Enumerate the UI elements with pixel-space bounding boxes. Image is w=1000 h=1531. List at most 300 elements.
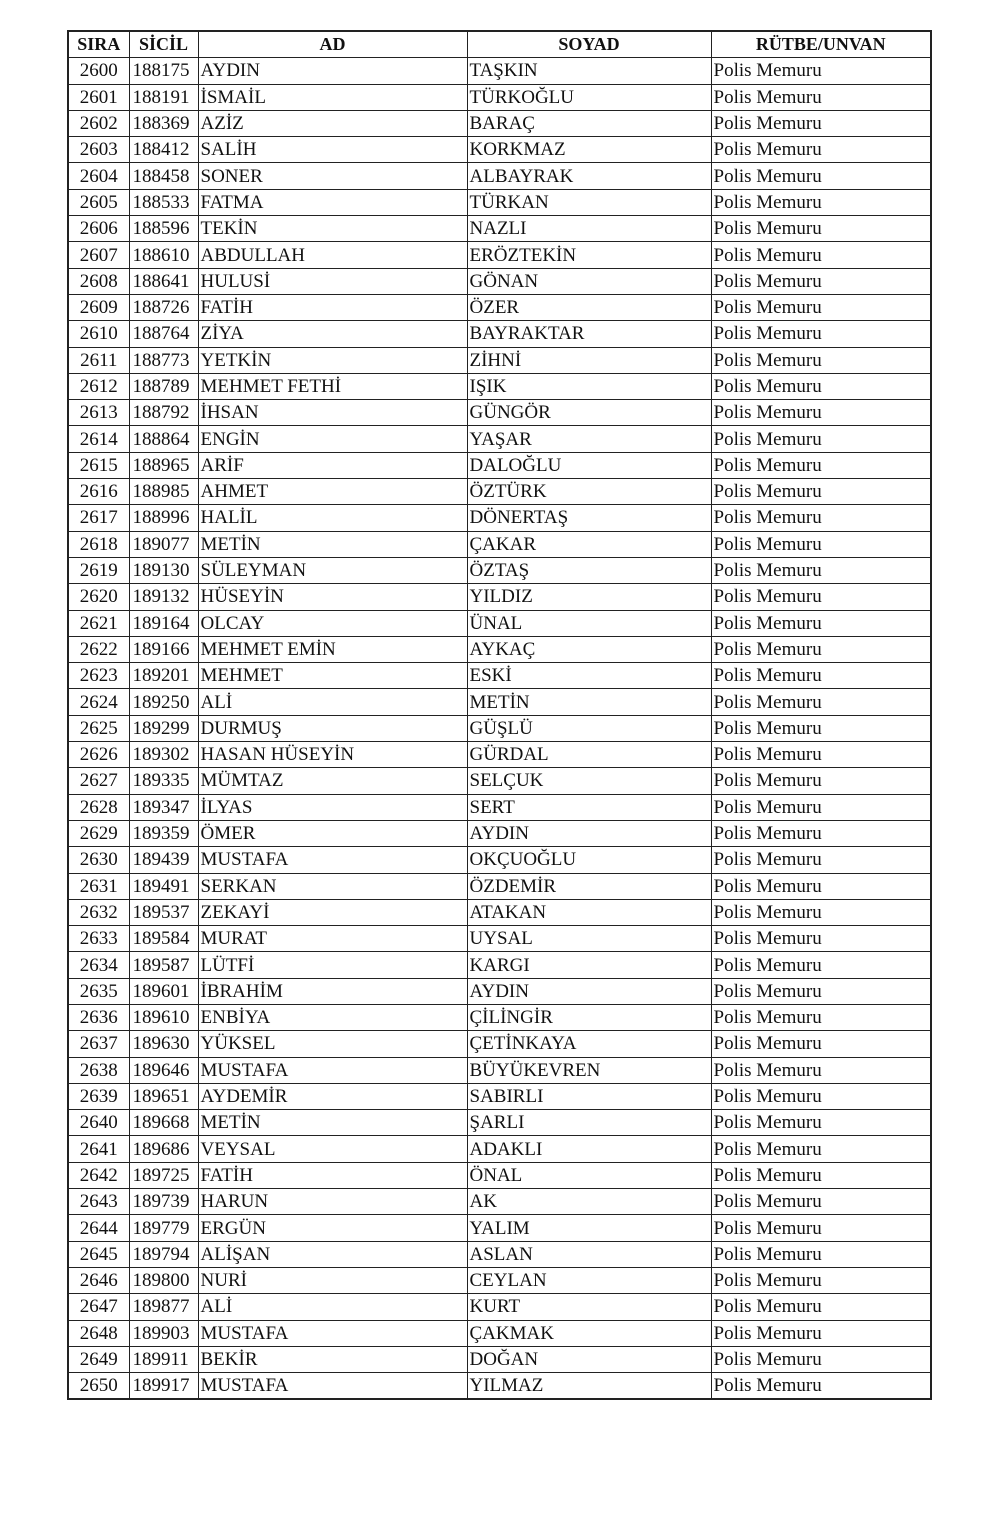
cell-ad: HALİL — [198, 505, 467, 531]
cell-soyad: YALIM — [467, 1215, 711, 1241]
table-row — [68, 663, 931, 689]
cell-rutbe-unvan: Polis Memuru — [711, 584, 931, 610]
cell-soyad: ÖZDEMİR — [467, 873, 711, 899]
cell-soyad: AYKAÇ — [467, 636, 711, 662]
cell-sicil: 188864 — [129, 426, 198, 452]
cell-soyad: ATAKAN — [467, 899, 711, 925]
cell-sicil: 189601 — [129, 978, 198, 1004]
cell-rutbe-unvan: Polis Memuru — [711, 978, 931, 1004]
cell-sira: 2624 — [68, 689, 129, 715]
cell-sira: 2644 — [68, 1215, 129, 1241]
cell-rutbe-unvan: Polis Memuru — [711, 242, 931, 268]
table-row — [68, 242, 931, 268]
table-row — [68, 794, 931, 820]
cell-sicil: 189166 — [129, 636, 198, 662]
cell-sira: 2636 — [68, 1004, 129, 1030]
cell-ad: HARUN — [198, 1189, 467, 1215]
cell-soyad: KURT — [467, 1294, 711, 1320]
cell-sira: 2647 — [68, 1294, 129, 1320]
cell-ad: AYDIN — [198, 58, 467, 84]
cell-rutbe-unvan: Polis Memuru — [711, 110, 931, 136]
cell-rutbe-unvan: Polis Memuru — [711, 347, 931, 373]
cell-rutbe-unvan: Polis Memuru — [711, 610, 931, 636]
cell-sicil: 188533 — [129, 189, 198, 215]
table-row — [68, 163, 931, 189]
table-row — [68, 1215, 931, 1241]
cell-sira: 2612 — [68, 373, 129, 399]
table-row — [68, 820, 931, 846]
cell-sicil: 189201 — [129, 663, 198, 689]
cell-rutbe-unvan: Polis Memuru — [711, 1294, 931, 1320]
cell-ad: MUSTAFA — [198, 1373, 467, 1400]
cell-rutbe-unvan: Polis Memuru — [711, 452, 931, 478]
cell-sicil: 189646 — [129, 1057, 198, 1083]
cell-sira: 2613 — [68, 400, 129, 426]
cell-sicil: 189779 — [129, 1215, 198, 1241]
cell-ad: MEHMET — [198, 663, 467, 689]
cell-rutbe-unvan: Polis Memuru — [711, 1320, 931, 1346]
cell-soyad: GÖNAN — [467, 268, 711, 294]
cell-ad: ENBİYA — [198, 1004, 467, 1030]
cell-sicil: 189132 — [129, 584, 198, 610]
cell-sira: 2633 — [68, 926, 129, 952]
cell-soyad: AYDIN — [467, 820, 711, 846]
cell-soyad: TÜRKOĞLU — [467, 84, 711, 110]
cell-sira: 2639 — [68, 1083, 129, 1109]
table-row — [68, 321, 931, 347]
cell-soyad: YILDIZ — [467, 584, 711, 610]
cell-soyad: SERT — [467, 794, 711, 820]
cell-soyad: YAŞAR — [467, 426, 711, 452]
cell-soyad: DÖNERTAŞ — [467, 505, 711, 531]
cell-soyad: SABIRLI — [467, 1083, 711, 1109]
table-row — [68, 1241, 931, 1267]
cell-ad: ZİYA — [198, 321, 467, 347]
cell-sira: 2607 — [68, 242, 129, 268]
table-row — [68, 479, 931, 505]
header-rutbe-unvan: RÜTBE/UNVAN — [711, 31, 931, 58]
cell-soyad: DOĞAN — [467, 1346, 711, 1372]
cell-soyad: TAŞKIN — [467, 58, 711, 84]
cell-ad: ALİŞAN — [198, 1241, 467, 1267]
cell-ad: MUSTAFA — [198, 1320, 467, 1346]
cell-sira: 2604 — [68, 163, 129, 189]
cell-ad: LÜTFİ — [198, 952, 467, 978]
cell-soyad: ERÖZTEKİN — [467, 242, 711, 268]
cell-rutbe-unvan: Polis Memuru — [711, 58, 931, 84]
cell-sira: 2643 — [68, 1189, 129, 1215]
cell-sira: 2610 — [68, 321, 129, 347]
cell-sicil: 189335 — [129, 768, 198, 794]
cell-soyad: SELÇUK — [467, 768, 711, 794]
cell-sicil: 189800 — [129, 1267, 198, 1293]
table-row — [68, 1083, 931, 1109]
cell-soyad: UYSAL — [467, 926, 711, 952]
cell-soyad: BARAÇ — [467, 110, 711, 136]
cell-sira: 2627 — [68, 768, 129, 794]
table-row — [68, 400, 931, 426]
cell-sicil: 189739 — [129, 1189, 198, 1215]
cell-sicil: 189686 — [129, 1136, 198, 1162]
cell-soyad: ADAKLI — [467, 1136, 711, 1162]
cell-rutbe-unvan: Polis Memuru — [711, 1162, 931, 1188]
cell-sira: 2602 — [68, 110, 129, 136]
cell-ad: VEYSAL — [198, 1136, 467, 1162]
cell-ad: FATİH — [198, 1162, 467, 1188]
cell-soyad: ÖZER — [467, 294, 711, 320]
cell-sicil: 188965 — [129, 452, 198, 478]
cell-rutbe-unvan: Polis Memuru — [711, 1031, 931, 1057]
table-row — [68, 531, 931, 557]
table-row — [68, 84, 931, 110]
cell-sira: 2619 — [68, 557, 129, 583]
cell-sicil: 188412 — [129, 137, 198, 163]
cell-rutbe-unvan: Polis Memuru — [711, 663, 931, 689]
cell-sicil: 188726 — [129, 294, 198, 320]
cell-soyad: KORKMAZ — [467, 137, 711, 163]
cell-ad: NURİ — [198, 1267, 467, 1293]
cell-sira: 2608 — [68, 268, 129, 294]
cell-sira: 2642 — [68, 1162, 129, 1188]
cell-sicil: 189491 — [129, 873, 198, 899]
cell-sicil: 188985 — [129, 479, 198, 505]
cell-rutbe-unvan: Polis Memuru — [711, 689, 931, 715]
cell-soyad: METİN — [467, 689, 711, 715]
table-row — [68, 1004, 931, 1030]
header-sicil: SİCİL — [129, 31, 198, 58]
cell-rutbe-unvan: Polis Memuru — [711, 847, 931, 873]
cell-sira: 2621 — [68, 610, 129, 636]
cell-sira: 2635 — [68, 978, 129, 1004]
table-row — [68, 584, 931, 610]
cell-ad: İBRAHİM — [198, 978, 467, 1004]
cell-sira: 2603 — [68, 137, 129, 163]
table-row — [68, 216, 931, 242]
cell-ad: İSMAİL — [198, 84, 467, 110]
cell-sicil: 189439 — [129, 847, 198, 873]
cell-ad: SERKAN — [198, 873, 467, 899]
cell-rutbe-unvan: Polis Memuru — [711, 1241, 931, 1267]
cell-sicil: 189299 — [129, 715, 198, 741]
cell-sicil: 189610 — [129, 1004, 198, 1030]
cell-ad: BEKİR — [198, 1346, 467, 1372]
cell-sira: 2630 — [68, 847, 129, 873]
cell-sicil: 188458 — [129, 163, 198, 189]
cell-soyad: GÜRDAL — [467, 742, 711, 768]
cell-rutbe-unvan: Polis Memuru — [711, 84, 931, 110]
cell-ad: MEHMET EMİN — [198, 636, 467, 662]
cell-sicil: 188792 — [129, 400, 198, 426]
cell-ad: MUSTAFA — [198, 1057, 467, 1083]
table-row — [68, 768, 931, 794]
cell-ad: ALİ — [198, 689, 467, 715]
cell-ad: ÖMER — [198, 820, 467, 846]
header-soyad: SOYAD — [467, 31, 711, 58]
cell-sicil: 189903 — [129, 1320, 198, 1346]
table-row — [68, 742, 931, 768]
cell-rutbe-unvan: Polis Memuru — [711, 373, 931, 399]
cell-rutbe-unvan: Polis Memuru — [711, 1057, 931, 1083]
table-row — [68, 1110, 931, 1136]
table-row — [68, 873, 931, 899]
cell-ad: DURMUŞ — [198, 715, 467, 741]
cell-sira: 2638 — [68, 1057, 129, 1083]
cell-soyad: ÇAKMAK — [467, 1320, 711, 1346]
cell-rutbe-unvan: Polis Memuru — [711, 426, 931, 452]
cell-rutbe-unvan: Polis Memuru — [711, 636, 931, 662]
table-row — [68, 557, 931, 583]
cell-sicil: 189302 — [129, 742, 198, 768]
cell-sicil: 189537 — [129, 899, 198, 925]
table-row — [68, 978, 931, 1004]
cell-sicil: 188996 — [129, 505, 198, 531]
cell-rutbe-unvan: Polis Memuru — [711, 873, 931, 899]
cell-sicil: 189651 — [129, 1083, 198, 1109]
table-row — [68, 373, 931, 399]
cell-sira: 2646 — [68, 1267, 129, 1293]
cell-soyad: GÜNGÖR — [467, 400, 711, 426]
cell-rutbe-unvan: Polis Memuru — [711, 715, 931, 741]
cell-rutbe-unvan: Polis Memuru — [711, 479, 931, 505]
table-row — [68, 1031, 931, 1057]
table-row — [68, 1267, 931, 1293]
cell-ad: METİN — [198, 1110, 467, 1136]
table-row — [68, 689, 931, 715]
cell-sira: 2631 — [68, 873, 129, 899]
header-sira: SIRA — [68, 31, 129, 58]
cell-sira: 2640 — [68, 1110, 129, 1136]
cell-ad: SÜLEYMAN — [198, 557, 467, 583]
cell-ad: ALİ — [198, 1294, 467, 1320]
cell-sicil: 189587 — [129, 952, 198, 978]
table-row — [68, 1189, 931, 1215]
cell-soyad: TÜRKAN — [467, 189, 711, 215]
cell-sicil: 188764 — [129, 321, 198, 347]
cell-sicil: 188369 — [129, 110, 198, 136]
cell-sira: 2609 — [68, 294, 129, 320]
cell-soyad: DALOĞLU — [467, 452, 711, 478]
table-row — [68, 268, 931, 294]
cell-sicil: 188641 — [129, 268, 198, 294]
cell-ad: ABDULLAH — [198, 242, 467, 268]
cell-rutbe-unvan: Polis Memuru — [711, 899, 931, 925]
cell-sira: 2628 — [68, 794, 129, 820]
cell-rutbe-unvan: Polis Memuru — [711, 1136, 931, 1162]
table-row — [68, 110, 931, 136]
cell-soyad: AYDIN — [467, 978, 711, 1004]
cell-rutbe-unvan: Polis Memuru — [711, 742, 931, 768]
cell-sicil: 189130 — [129, 557, 198, 583]
cell-sira: 2605 — [68, 189, 129, 215]
cell-soyad: ÜNAL — [467, 610, 711, 636]
cell-sira: 2611 — [68, 347, 129, 373]
cell-soyad: ZİHNİ — [467, 347, 711, 373]
cell-soyad: AK — [467, 1189, 711, 1215]
cell-sira: 2622 — [68, 636, 129, 662]
cell-sira: 2623 — [68, 663, 129, 689]
cell-rutbe-unvan: Polis Memuru — [711, 1004, 931, 1030]
personnel-table — [67, 30, 932, 1400]
cell-ad: METİN — [198, 531, 467, 557]
cell-soyad: ÖZTAŞ — [467, 557, 711, 583]
table-row — [68, 137, 931, 163]
cell-sira: 2650 — [68, 1373, 129, 1400]
cell-ad: SONER — [198, 163, 467, 189]
cell-sira: 2645 — [68, 1241, 129, 1267]
table-row — [68, 926, 931, 952]
cell-sicil: 188191 — [129, 84, 198, 110]
cell-sicil: 189584 — [129, 926, 198, 952]
cell-soyad: ÖZTÜRK — [467, 479, 711, 505]
cell-sicil: 189630 — [129, 1031, 198, 1057]
cell-soyad: OKÇUOĞLU — [467, 847, 711, 873]
table-row — [68, 1162, 931, 1188]
table-row — [68, 1057, 931, 1083]
cell-ad: SALİH — [198, 137, 467, 163]
table-header — [68, 31, 931, 58]
cell-ad: ZEKAYİ — [198, 899, 467, 925]
cell-soyad: ÇAKAR — [467, 531, 711, 557]
cell-sicil: 188789 — [129, 373, 198, 399]
cell-sira: 2649 — [68, 1346, 129, 1372]
table-row — [68, 505, 931, 531]
cell-ad: MURAT — [198, 926, 467, 952]
table-row — [68, 636, 931, 662]
cell-ad: TEKİN — [198, 216, 467, 242]
cell-soyad: CEYLAN — [467, 1267, 711, 1293]
cell-soyad: ŞARLI — [467, 1110, 711, 1136]
cell-rutbe-unvan: Polis Memuru — [711, 294, 931, 320]
cell-ad: ENGİN — [198, 426, 467, 452]
cell-sira: 2625 — [68, 715, 129, 741]
cell-sira: 2648 — [68, 1320, 129, 1346]
cell-soyad: ÇETİNKAYA — [467, 1031, 711, 1057]
cell-ad: FATMA — [198, 189, 467, 215]
cell-rutbe-unvan: Polis Memuru — [711, 1189, 931, 1215]
cell-ad: YETKİN — [198, 347, 467, 373]
table-row — [68, 189, 931, 215]
cell-ad: AYDEMİR — [198, 1083, 467, 1109]
cell-soyad: KARGI — [467, 952, 711, 978]
cell-sira: 2629 — [68, 820, 129, 846]
cell-ad: MÜMTAZ — [198, 768, 467, 794]
cell-sicil: 188175 — [129, 58, 198, 84]
cell-sira: 2614 — [68, 426, 129, 452]
cell-rutbe-unvan: Polis Memuru — [711, 820, 931, 846]
table-row — [68, 1346, 931, 1372]
cell-rutbe-unvan: Polis Memuru — [711, 1215, 931, 1241]
cell-soyad: ÖNAL — [467, 1162, 711, 1188]
cell-soyad: IŞIK — [467, 373, 711, 399]
table-row — [68, 1136, 931, 1162]
cell-ad: HÜSEYİN — [198, 584, 467, 610]
table-row — [68, 715, 931, 741]
cell-rutbe-unvan: Polis Memuru — [711, 1373, 931, 1400]
cell-rutbe-unvan: Polis Memuru — [711, 163, 931, 189]
cell-rutbe-unvan: Polis Memuru — [711, 768, 931, 794]
cell-sira: 2637 — [68, 1031, 129, 1057]
table-row — [68, 347, 931, 373]
table-row — [68, 1294, 931, 1320]
cell-soyad: ALBAYRAK — [467, 163, 711, 189]
cell-sicil: 189164 — [129, 610, 198, 636]
cell-rutbe-unvan: Polis Memuru — [711, 531, 931, 557]
cell-soyad: NAZLI — [467, 216, 711, 242]
cell-soyad: ASLAN — [467, 1241, 711, 1267]
cell-sira: 2641 — [68, 1136, 129, 1162]
cell-sicil: 189917 — [129, 1373, 198, 1400]
cell-sira: 2626 — [68, 742, 129, 768]
cell-ad: MUSTAFA — [198, 847, 467, 873]
cell-sicil: 188773 — [129, 347, 198, 373]
cell-sicil: 188596 — [129, 216, 198, 242]
cell-sira: 2616 — [68, 479, 129, 505]
cell-rutbe-unvan: Polis Memuru — [711, 1110, 931, 1136]
cell-soyad: GÜŞLÜ — [467, 715, 711, 741]
table-row — [68, 952, 931, 978]
cell-soyad: ÇİLİNGİR — [467, 1004, 711, 1030]
cell-sira: 2615 — [68, 452, 129, 478]
cell-rutbe-unvan: Polis Memuru — [711, 952, 931, 978]
cell-sicil: 189794 — [129, 1241, 198, 1267]
table-row — [68, 847, 931, 873]
table-body — [68, 58, 931, 1400]
cell-ad: AHMET — [198, 479, 467, 505]
cell-sicil: 189725 — [129, 1162, 198, 1188]
cell-ad: MEHMET FETHİ — [198, 373, 467, 399]
cell-ad: İHSAN — [198, 400, 467, 426]
cell-rutbe-unvan: Polis Memuru — [711, 794, 931, 820]
cell-rutbe-unvan: Polis Memuru — [711, 557, 931, 583]
table-row — [68, 452, 931, 478]
cell-rutbe-unvan: Polis Memuru — [711, 268, 931, 294]
cell-soyad: BAYRAKTAR — [467, 321, 711, 347]
cell-soyad: BÜYÜKEVREN — [467, 1057, 711, 1083]
cell-rutbe-unvan: Polis Memuru — [711, 189, 931, 215]
table-row — [68, 294, 931, 320]
cell-ad: AZİZ — [198, 110, 467, 136]
table-row — [68, 899, 931, 925]
cell-sira: 2618 — [68, 531, 129, 557]
cell-sira: 2634 — [68, 952, 129, 978]
cell-ad: HULUSİ — [198, 268, 467, 294]
cell-sira: 2632 — [68, 899, 129, 925]
cell-ad: OLCAY — [198, 610, 467, 636]
table-row — [68, 1373, 931, 1400]
cell-ad: İLYAS — [198, 794, 467, 820]
cell-ad: ERGÜN — [198, 1215, 467, 1241]
cell-ad: FATİH — [198, 294, 467, 320]
table-row — [68, 610, 931, 636]
cell-soyad: ESKİ — [467, 663, 711, 689]
cell-ad: YÜKSEL — [198, 1031, 467, 1057]
cell-rutbe-unvan: Polis Memuru — [711, 505, 931, 531]
cell-sira: 2617 — [68, 505, 129, 531]
cell-sira: 2600 — [68, 58, 129, 84]
cell-sira: 2620 — [68, 584, 129, 610]
header-ad: AD — [198, 31, 467, 58]
table-row — [68, 426, 931, 452]
cell-sira: 2606 — [68, 216, 129, 242]
cell-sicil: 189077 — [129, 531, 198, 557]
cell-sicil: 189668 — [129, 1110, 198, 1136]
cell-sicil: 189250 — [129, 689, 198, 715]
header-row — [68, 31, 931, 58]
cell-soyad: YILMAZ — [467, 1373, 711, 1400]
cell-sicil: 189359 — [129, 820, 198, 846]
cell-rutbe-unvan: Polis Memuru — [711, 137, 931, 163]
cell-rutbe-unvan: Polis Memuru — [711, 1083, 931, 1109]
